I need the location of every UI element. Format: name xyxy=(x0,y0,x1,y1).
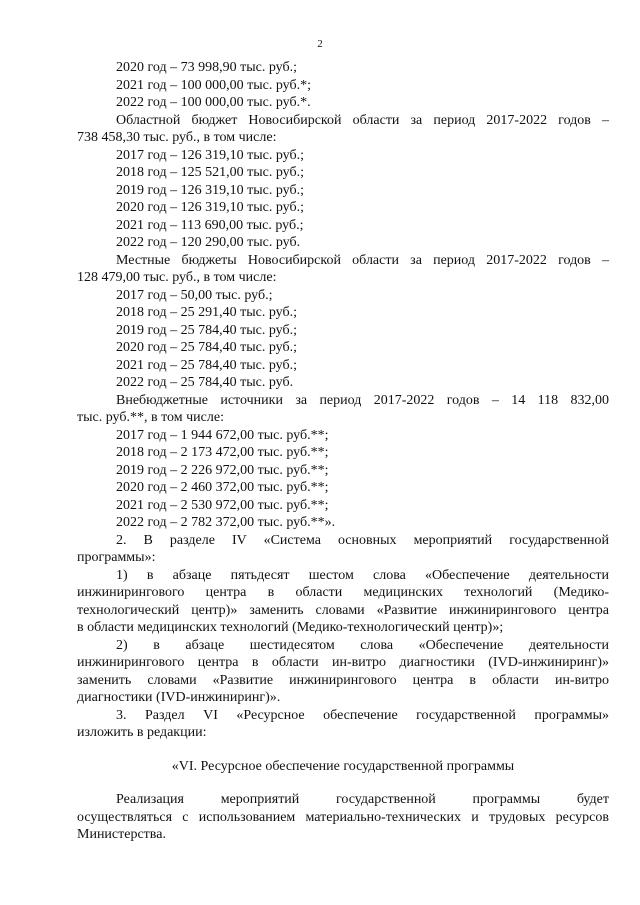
text-line: 2020 год – 2 460 372,00 тыс. руб.**; xyxy=(116,480,329,495)
text-line: диагностики (IVD-инжиниринг)». xyxy=(77,690,281,705)
text-line: 2022 год – 25 784,40 тыс. руб. xyxy=(116,375,294,390)
text-line: технологический центр)» заменить словами «Развитие инжинирингового центра xyxy=(77,602,609,618)
text-line: Реализация мероприятий государственной программы будет xyxy=(116,792,609,807)
text-line: 2019 год – 25 784,40 тыс. руб.; xyxy=(116,322,297,338)
page-number: 2 xyxy=(317,38,323,50)
text-line: 3. Раздел VI «Ресурсное обеспечение государственной программы» xyxy=(116,707,609,723)
text-line: в области медицинских технологий (Медико-технологический центр)»; xyxy=(77,620,504,635)
text-line: изложить в редакции: xyxy=(77,725,207,740)
text-line: 2017 год – 1 944 672,00 тыс. руб.**; xyxy=(116,427,329,443)
section-heading: «VI. Ресурсное обеспечение государственной программы xyxy=(171,758,515,774)
text-line: 2021 год – 25 784,40 тыс. руб.; xyxy=(116,357,297,373)
text-line: 2017 год – 50,00 тыс. руб.; xyxy=(116,287,273,303)
text-line: осуществляться с использованием материально-технических и трудовых ресурсов xyxy=(77,809,609,825)
text-line: Министерства. xyxy=(77,827,166,842)
text-line: 2018 год – 25 291,40 тыс. руб.; xyxy=(116,305,297,320)
text-line: 2. В разделе IV «Система основных мероприятий государственной xyxy=(116,532,609,548)
text-line: тыс. руб.**, в том числе: xyxy=(77,410,224,425)
text-line: 2021 год – 2 530 972,00 тыс. руб.**; xyxy=(116,497,329,513)
text-line: Внебюджетные источники за период 2017-2022 годов – 14 118 832,00 xyxy=(116,392,609,408)
text-line: 2019 год – 2 226 972,00 тыс. руб.**; xyxy=(116,462,329,478)
text-line: Областной бюджет Новосибирской области за период 2017-2022 годов – xyxy=(116,112,609,128)
text-line: Местные бюджеты Новосибирской области за период 2017-2022 годов – xyxy=(116,252,609,268)
text-line: 2022 год – 100 000,00 тыс. руб.*. xyxy=(116,95,311,110)
text-line: 1) в абзаце пятьдесят шестом слова «Обеспечение деятельности xyxy=(116,567,609,583)
text-line: 2018 год – 125 521,00 тыс. руб.; xyxy=(116,165,304,180)
text-line: 2021 год – 100 000,00 тыс. руб.*; xyxy=(116,77,311,93)
text-line: заменить словами «Развитие инжинирингового центра в области ин-витро xyxy=(77,672,609,688)
text-line: 2022 год – 120 290,00 тыс. руб. xyxy=(116,235,301,250)
text-line: 2020 год – 126 319,10 тыс. руб.; xyxy=(116,200,304,215)
text-line: 2021 год – 113 690,00 тыс. руб.; xyxy=(116,217,304,233)
text-line: 738 458,30 тыс. руб., в том числе: xyxy=(77,130,277,145)
text-line: инжинирингового центра в области медицинских технологий (Медико- xyxy=(77,585,609,600)
text-line: 2017 год – 126 319,10 тыс. руб.; xyxy=(116,147,304,163)
text-line: инжинирингового центра в области ин-витро диагностики (IVD-инжиниринг)» xyxy=(77,655,609,670)
text-line: 2022 год – 2 782 372,00 тыс. руб.**». xyxy=(116,515,336,530)
text-line: 2020 год – 73 998,90 тыс. руб.; xyxy=(116,60,297,75)
text-line: 128 479,00 тыс. руб., в том числе: xyxy=(77,270,277,285)
document-body xyxy=(77,59,609,844)
text-line: программы»: xyxy=(77,550,156,565)
text-line: 2) в абзаце шестидесятом слова «Обеспечение деятельности xyxy=(116,637,609,653)
text-line: 2019 год – 126 319,10 тыс. руб.; xyxy=(116,182,304,198)
text-line: 2018 год – 2 173 472,00 тыс. руб.**; xyxy=(116,445,329,460)
text-line: 2020 год – 25 784,40 тыс. руб.; xyxy=(116,340,297,355)
